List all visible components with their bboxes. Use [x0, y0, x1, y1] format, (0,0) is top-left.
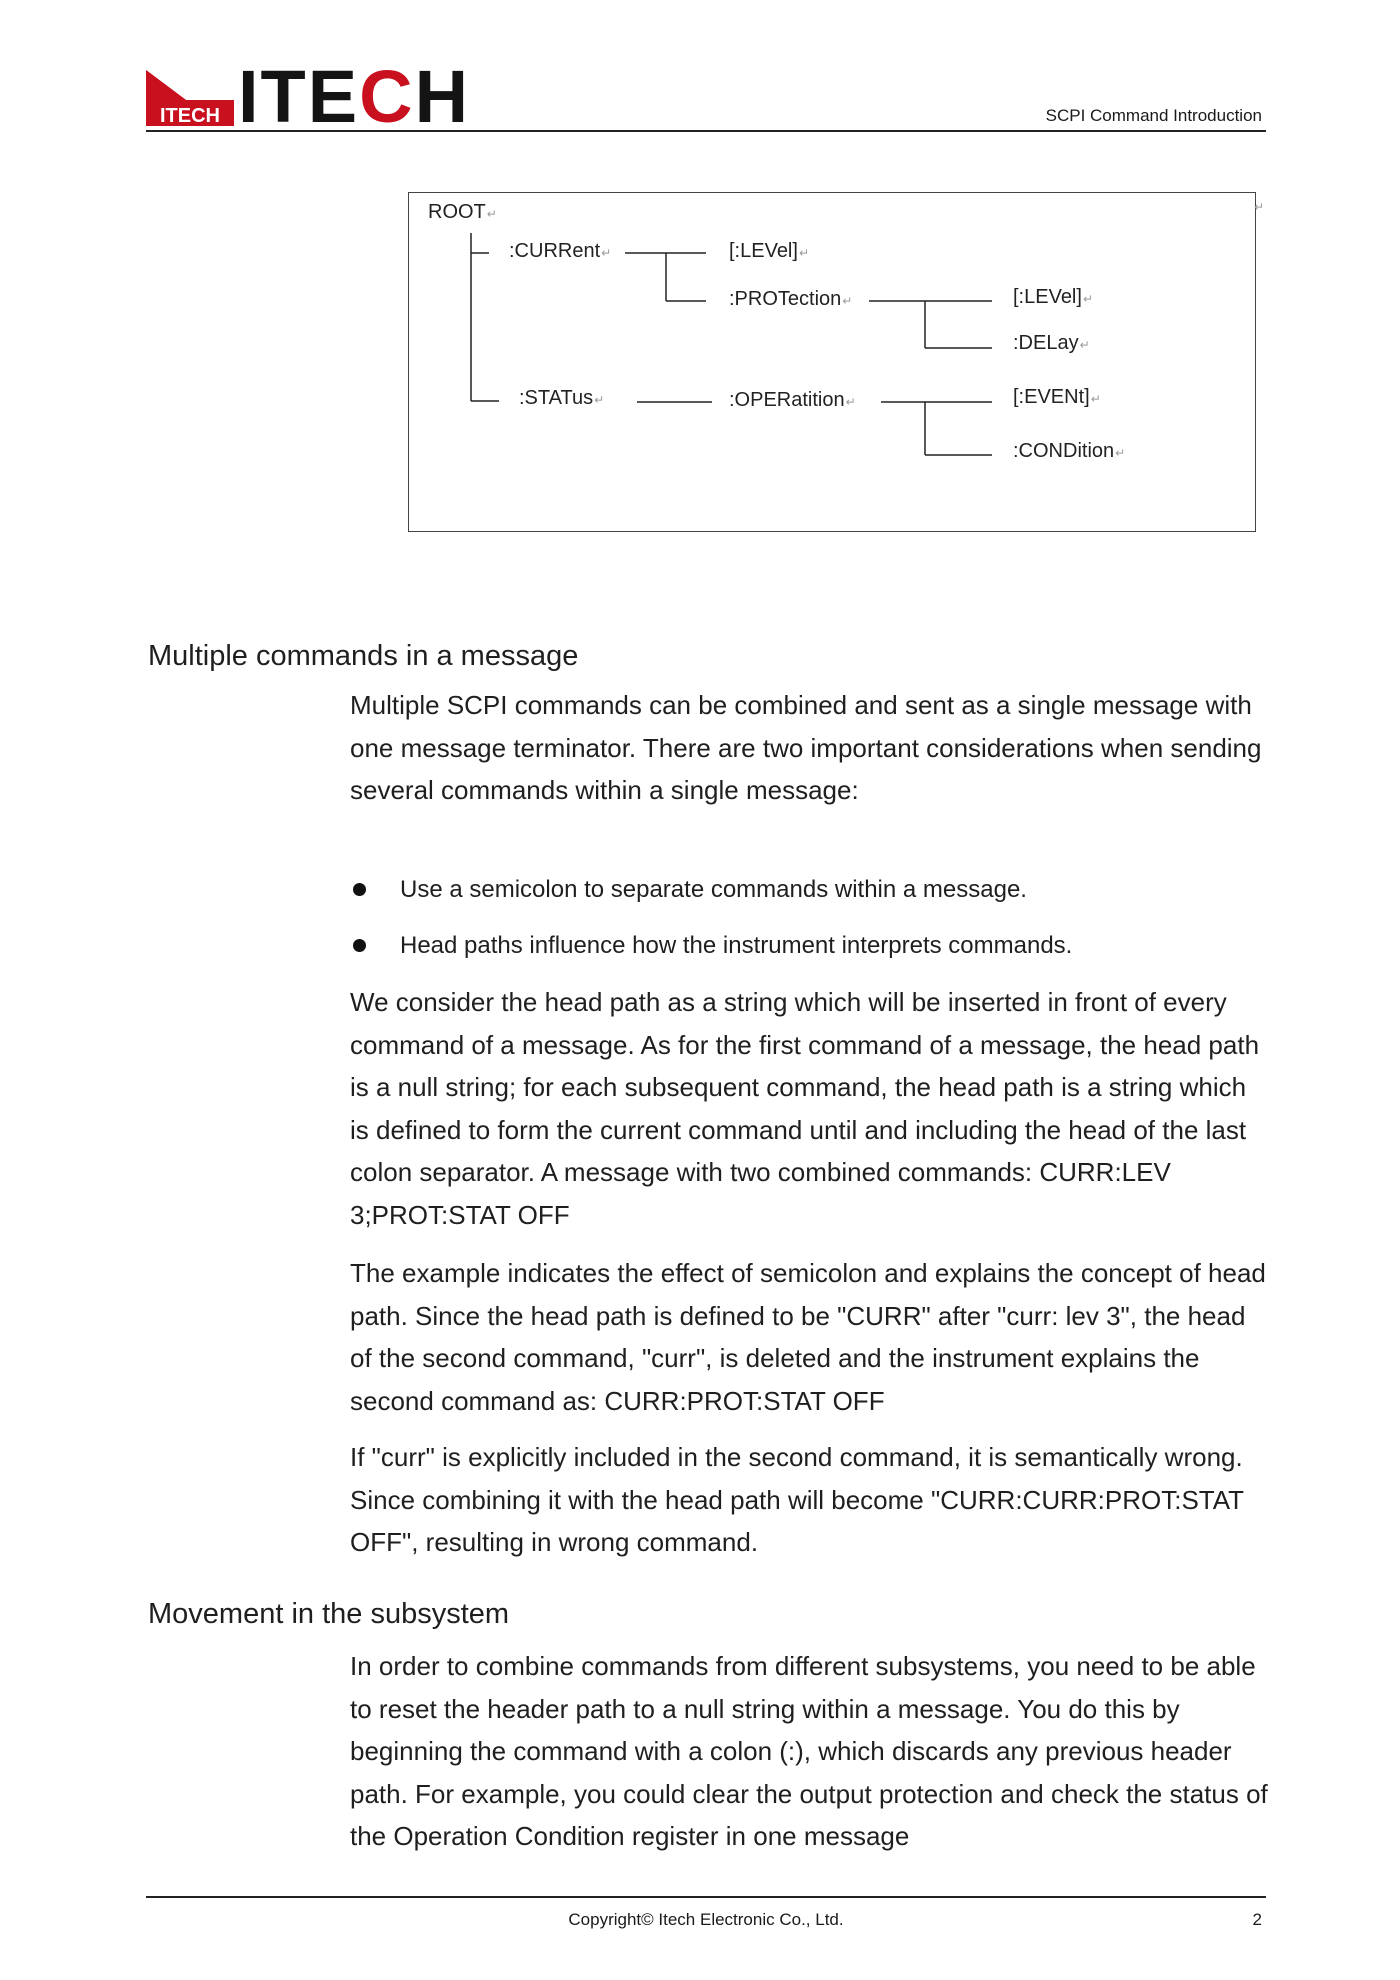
node-protection: :PROTection↵	[729, 288, 853, 310]
node-protection-level: [:LEVel]↵	[1013, 286, 1093, 308]
node-delay: :DELay↵	[1013, 332, 1090, 354]
node-current: :CURRent↵	[509, 240, 612, 262]
bullet-dot-icon	[353, 883, 366, 896]
heading-movement-subsystem: Movement in the subsystem	[148, 1598, 510, 1630]
command-tree-diagram	[408, 192, 1256, 532]
diagram-return-mark: ↵	[1254, 200, 1265, 214]
heading-multiple-commands: Multiple commands in a message	[148, 640, 579, 672]
logo-word-part2: H	[414, 55, 471, 138]
page-footer	[146, 1896, 1266, 1929]
bullet-text: Head paths influence how the instrument interprets commands.	[400, 932, 1073, 959]
node-condition: :CONDition↵	[1013, 440, 1126, 462]
header-section-title: SCPI Command Introduction	[1045, 106, 1262, 125]
paragraph-head-path: We consider the head path as a string which will be inserted in front of every command of a message. As for the first command of a message, the head path is a null string; for each subsequent command, the head path is a string which is defined to form the current command until and including the head of the last colon separator. A message with two combined commands: CURR:LEV 3;PROT:STAT OFF	[350, 987, 1260, 1230]
node-event: [:EVENt]↵	[1013, 386, 1101, 408]
logo-word-accent: C	[359, 55, 415, 138]
paragraph-movement: In order to combine commands from different subsystems, you need to be able to reset the header path to a null string within a message. You do this by beginning the command with a colon (:), which discards any previous header path. For example, you could clear the output protection and check the status of the Operation Condition register in one message	[350, 1651, 1268, 1851]
itech-logo	[146, 55, 471, 138]
node-status: :STATus↵	[519, 387, 605, 409]
paragraph-example: The example indicates the effect of semicolon and explains the concept of head path. Since the head path is defined to be "CURR" after "curr: lev 3", the head of the second command, "curr", is deleted and the instrument explains the second command as: CURR:PROT:STAT OFF	[350, 1258, 1266, 1416]
logo-mark	[146, 70, 234, 126]
page-header	[146, 55, 1266, 138]
paragraph-wrong-command: If "curr" is explicitly included in the second command, it is semantically wrong. Since combining it with the head path will become "CURR:CURR:PROT:STAT OFF", resulting in wrong command.	[350, 1442, 1244, 1557]
logo-mark-text: ITECH	[160, 105, 220, 126]
page-number: 2	[1252, 1910, 1262, 1929]
node-operation: :OPERatition↵	[729, 389, 856, 411]
paragraph-intro: Multiple SCPI commands can be combined and sent as a single message with one message terminator. There are two important considerations when sending several commands within a single message:	[350, 690, 1262, 805]
logo-word-part1: ITE	[238, 55, 360, 138]
logo-wordmark	[238, 55, 471, 138]
footer-copyright: Copyright© Itech Electronic Co., Ltd.	[568, 1910, 844, 1929]
bullet-text: Use a semicolon to separate commands within a message.	[400, 876, 1027, 903]
node-current-level: [:LEVel]↵	[729, 240, 809, 262]
bullet-dot-icon	[353, 939, 366, 952]
node-root: ROOT↵	[428, 201, 497, 223]
